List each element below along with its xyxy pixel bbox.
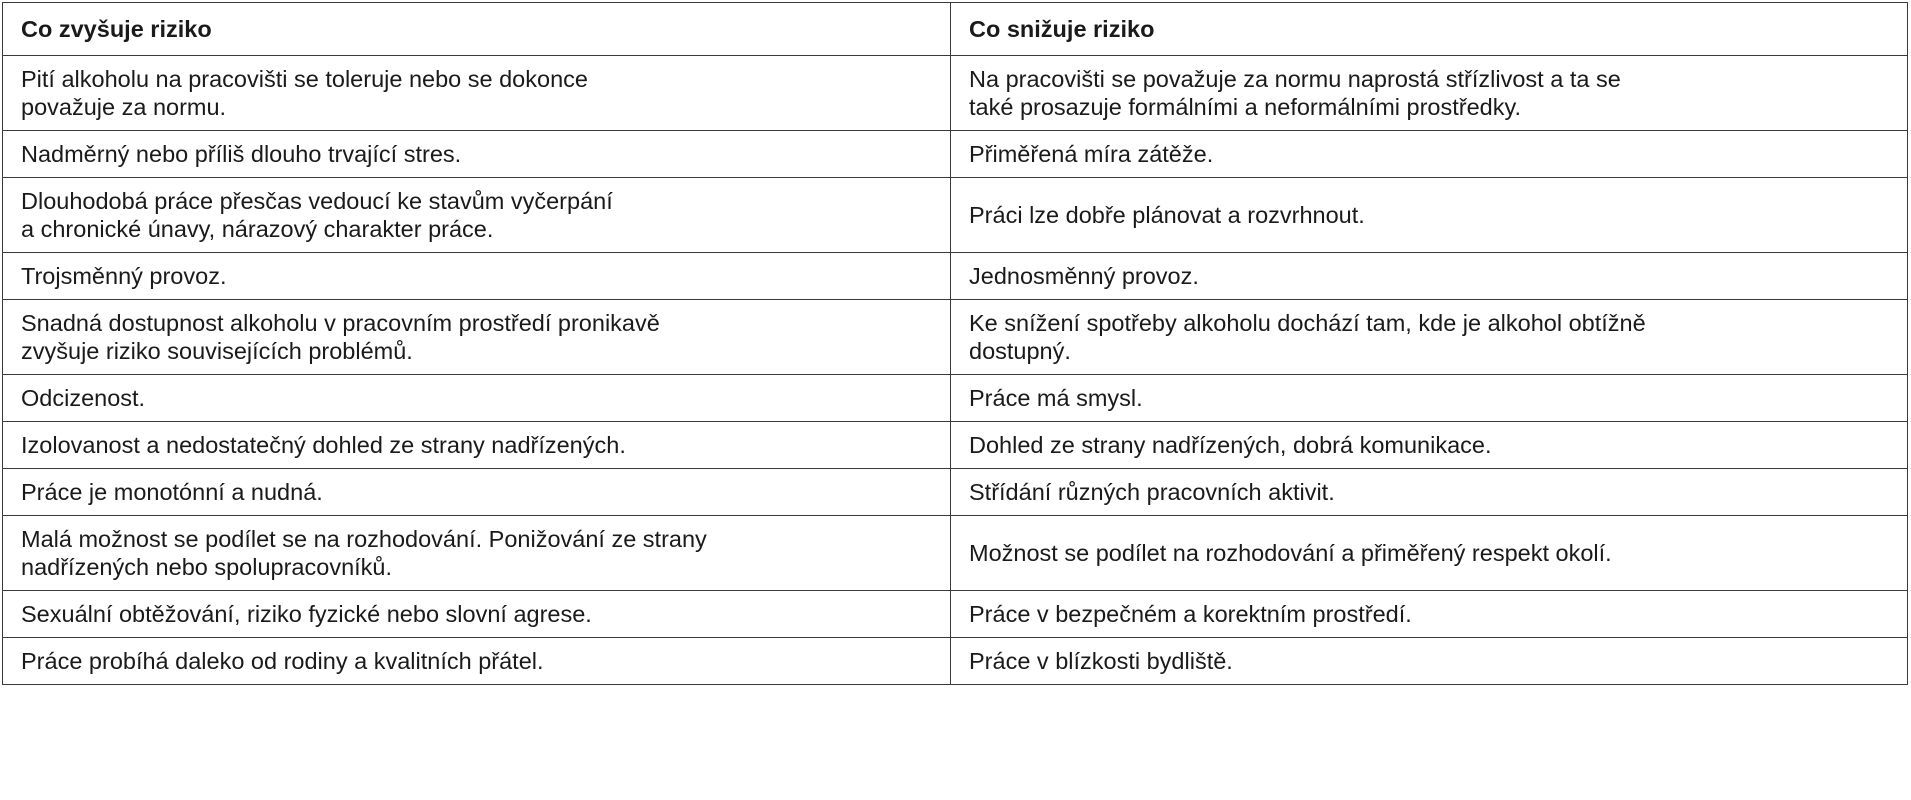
risk-reducing-factor <box>951 469 1908 516</box>
risk-reducing-factor-line: Ke snížení spotřeby alkoholu dochází tam, kde je alkohol obtížně <box>969 310 1646 336</box>
risk-reducing-factor <box>951 56 1908 131</box>
risk-increasing-factor-line: Pití alkoholu na pracovišti se toleruje nebo se dokonce <box>21 66 588 92</box>
risk-reducing-factor <box>951 178 1908 253</box>
risk-increasing-factor-line: Dlouhodobá práce přesčas vedoucí ke stavům vyčerpání <box>21 188 613 214</box>
risk-reducing-factor <box>951 253 1908 300</box>
risk-increasing-factor-line: Trojsměnný provoz. <box>21 263 227 289</box>
risk-reducing-factor-line: Práce má smysl. <box>969 385 1143 411</box>
risk-increasing-factor-line: Odcizenost. <box>21 385 146 411</box>
risk-reducing-factor <box>951 422 1908 469</box>
risk-increasing-factor-line: Izolovanost a nedostatečný dohled ze strany nadřízených. <box>21 432 626 458</box>
risk-increasing-factor <box>3 178 951 253</box>
risk-increasing-factor-line: Malá možnost se podílet se na rozhodování. Ponižování ze strany <box>21 526 707 552</box>
table-header <box>3 3 1908 56</box>
risk-reducing-factor-line: dostupný. <box>969 338 1071 364</box>
risk-reducing-factor <box>951 300 1908 375</box>
risk-reducing-factor-line: Práci lze dobře plánovat a rozvrhnout. <box>969 202 1365 228</box>
risk-increasing-factor <box>3 591 951 638</box>
risk-increasing-factor <box>3 253 951 300</box>
risk-factors-table <box>2 2 1908 685</box>
risk-reducing-factor-line: Práce v bezpečném a korektním prostředí. <box>969 601 1412 627</box>
risk-increasing-factor <box>3 469 951 516</box>
table-row <box>3 469 1908 516</box>
risk-reducing-factor-line: Možnost se podílet na rozhodování a přiměřený respekt okolí. <box>969 540 1612 566</box>
table-row <box>3 422 1908 469</box>
risk-reducing-factor <box>951 516 1908 591</box>
risk-increasing-factor <box>3 131 951 178</box>
risk-increasing-factor <box>3 300 951 375</box>
header-increases-risk: Co zvyšuje riziko <box>3 3 951 56</box>
risk-increasing-factor-line: Nadměrný nebo příliš dlouho trvající stres. <box>21 141 462 167</box>
risk-reducing-factor <box>951 131 1908 178</box>
header-decreases-risk: Co snižuje riziko <box>951 3 1908 56</box>
risk-reducing-factor-line: Dohled ze strany nadřízených, dobrá komunikace. <box>969 432 1492 458</box>
risk-increasing-factor-line: zvyšuje riziko souvisejících problémů. <box>21 338 413 364</box>
table-row <box>3 178 1908 253</box>
risk-reducing-factor-line: Jednosměnný provoz. <box>969 263 1199 289</box>
risk-increasing-factor <box>3 375 951 422</box>
risk-reducing-factor-line: Přiměřená míra zátěže. <box>969 141 1214 167</box>
risk-reducing-factor <box>951 591 1908 638</box>
table-row <box>3 591 1908 638</box>
table-row <box>3 375 1908 422</box>
risk-reducing-factor <box>951 638 1908 685</box>
risk-increasing-factor-line: Sexuální obtěžování, riziko fyzické nebo slovní agrese. <box>21 601 592 627</box>
risk-reducing-factor-line: také prosazuje formálními a neformálními prostředky. <box>969 94 1522 120</box>
risk-reducing-factor-line: Práce v blízkosti bydliště. <box>969 648 1233 674</box>
header-row <box>3 3 1908 56</box>
risk-increasing-factor-line: Práce je monotónní a nudná. <box>21 479 323 505</box>
table-row <box>3 56 1908 131</box>
risk-increasing-factor-line: a chronické únavy, nárazový charakter práce. <box>21 216 494 242</box>
table-row <box>3 638 1908 685</box>
risk-reducing-factor <box>951 375 1908 422</box>
risk-increasing-factor <box>3 56 951 131</box>
risk-increasing-factor <box>3 516 951 591</box>
table-row <box>3 300 1908 375</box>
risk-reducing-factor-line: Na pracovišti se považuje za normu naprostá střízlivost a ta se <box>969 66 1621 92</box>
risk-increasing-factor <box>3 422 951 469</box>
table-row <box>3 516 1908 591</box>
risk-increasing-factor <box>3 638 951 685</box>
risk-increasing-factor-line: Práce probíhá daleko od rodiny a kvalitních přátel. <box>21 648 544 674</box>
table-body <box>3 56 1908 685</box>
risk-increasing-factor-line: nadřízených nebo spolupracovníků. <box>21 554 393 580</box>
table-row <box>3 131 1908 178</box>
risk-increasing-factor-line: považuje za normu. <box>21 94 227 120</box>
risk-reducing-factor-line: Střídání různých pracovních aktivit. <box>969 479 1335 505</box>
risk-increasing-factor-line: Snadná dostupnost alkoholu v pracovním prostředí pronikavě <box>21 310 660 336</box>
table-row <box>3 253 1908 300</box>
